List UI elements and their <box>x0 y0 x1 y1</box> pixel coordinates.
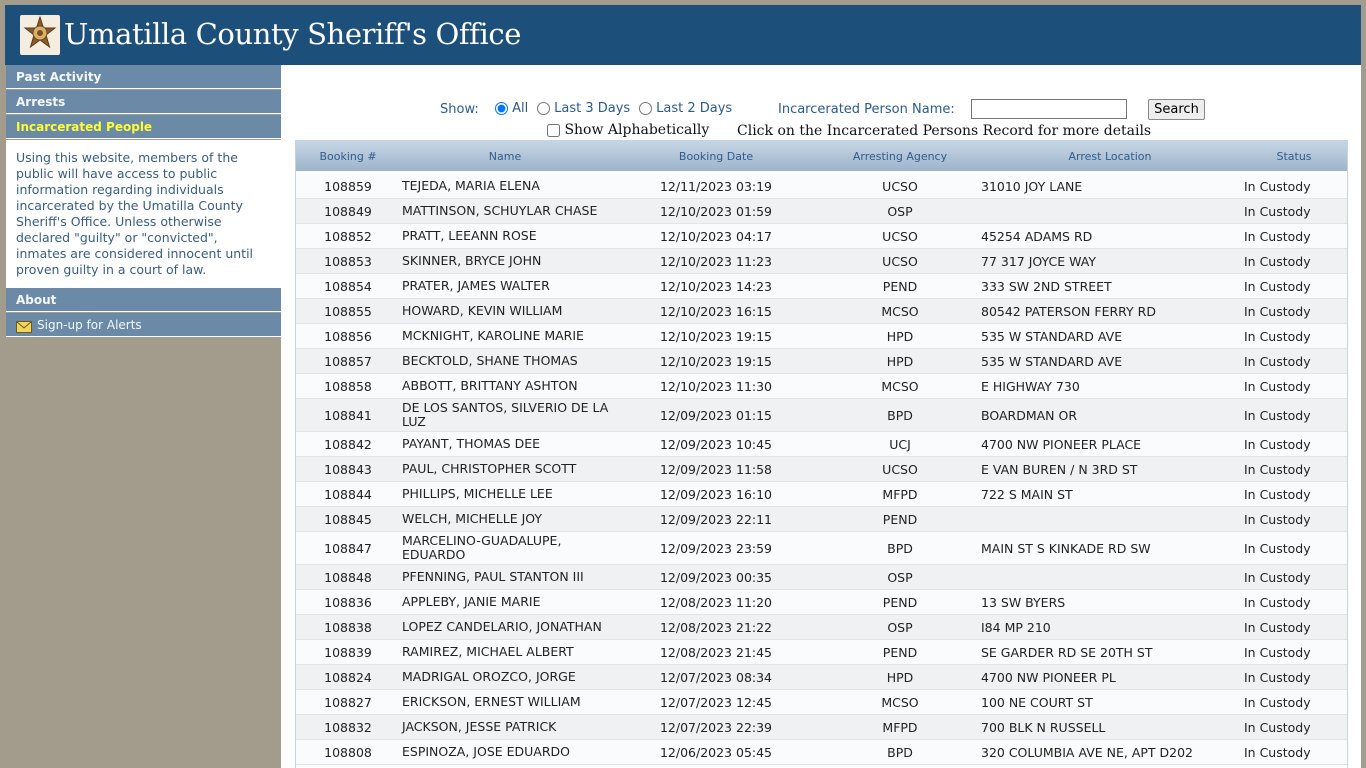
page-frame <box>5 5 1361 768</box>
cell-arresting-agency: BPD <box>887 744 913 760</box>
cell-booking-date: 12/06/2023 05:45 <box>659 744 773 760</box>
cell-booking-date: 12/07/2023 12:45 <box>659 694 773 710</box>
site-header <box>5 5 1361 65</box>
cell-inmate-name: PRATER, JAMES WALTER <box>402 278 550 293</box>
filter-label-all: All <box>512 101 529 116</box>
table-row[interactable] <box>296 274 1347 299</box>
cell-arresting-agency: MCSO <box>881 303 919 319</box>
cell-inmate-name: HOWARD, KEVIN WILLIAM <box>402 303 563 318</box>
filter-label-last-3-days: Last 3 Days <box>554 101 631 116</box>
col-status[interactable]: Status <box>1276 150 1312 163</box>
cell-inmate-name: BECKTOLD, SHANE THOMAS <box>402 353 578 368</box>
cell-custody-status: In Custody <box>1244 669 1311 685</box>
cell-booking-date: 12/09/2023 16:10 <box>659 486 773 502</box>
alphabetical-checkbox[interactable] <box>547 124 560 137</box>
cell-arrest-location <box>981 199 1231 223</box>
cell-inmate-name: TEJEDA, MARIA ELENA <box>402 178 540 193</box>
table-header <box>296 141 1347 171</box>
cell-booking-date: 12/09/2023 22:11 <box>659 511 773 527</box>
sidebar-item-past-activity[interactable]: Past Activity <box>6 65 281 89</box>
cell-arresting-agency: HPD <box>886 669 914 685</box>
cell-custody-status: In Custody <box>1244 228 1311 244</box>
cell-custody-status: In Custody <box>1244 719 1311 735</box>
sidebar-alerts-label: Sign-up for Alerts <box>37 318 142 332</box>
cell-arrest-location: 80542 PATERSON FERRY RD <box>981 303 1156 319</box>
sheriff-badge-logo <box>20 15 60 55</box>
cell-arresting-agency: UCSO <box>882 461 918 477</box>
cell-arrest-location: I84 MP 210 <box>981 619 1051 635</box>
cell-arrest-location: 320 COLUMBIA AVE NE, APT D202 <box>981 744 1194 760</box>
cell-custody-status: In Custody <box>1244 178 1311 194</box>
cell-custody-status: In Custody <box>1244 511 1311 527</box>
cell-booking-date: 12/10/2023 01:59 <box>659 203 773 219</box>
filter-radio-all[interactable] <box>495 102 508 115</box>
table-row[interactable] <box>296 590 1347 615</box>
cell-arresting-agency: UCSO <box>882 228 918 244</box>
cell-booking-date: 12/09/2023 23:59 <box>659 540 773 556</box>
cell-booking-number: 108824 <box>324 669 372 685</box>
table-row[interactable] <box>296 665 1347 690</box>
filter-option-last-3-days[interactable] <box>537 101 630 116</box>
filter-radio-last-3-days[interactable] <box>537 102 550 115</box>
cell-inmate-name: MADRIGAL OROZCO, JORGE <box>402 669 576 684</box>
cell-arresting-agency: MCSO <box>881 694 919 710</box>
cell-booking-date: 12/10/2023 16:15 <box>659 303 773 319</box>
table-row[interactable] <box>296 224 1347 249</box>
table-row[interactable] <box>296 199 1347 224</box>
cell-inmate-name: DE LOS SANTOS, SILVERIO DE LA LUZ <box>402 400 609 429</box>
table-row[interactable] <box>296 640 1347 665</box>
cell-booking-number: 108843 <box>324 461 372 477</box>
cell-arresting-agency: MFPD <box>882 486 918 502</box>
cell-arresting-agency: OSP <box>887 569 913 585</box>
cell-arresting-agency: UCSO <box>882 253 918 269</box>
cell-booking-date: 12/09/2023 00:35 <box>659 569 773 585</box>
cell-booking-date: 12/08/2023 21:22 <box>659 619 773 635</box>
table-row[interactable] <box>296 299 1347 324</box>
name-search-input[interactable] <box>971 99 1127 119</box>
cell-custody-status: In Custody <box>1244 278 1311 294</box>
cell-inmate-name: ERICKSON, ERNEST WILLIAM <box>402 694 581 709</box>
cell-booking-number: 108859 <box>324 178 372 194</box>
cell-inmate-name: RAMIREZ, MICHAEL ALBERT <box>402 644 574 659</box>
cell-arrest-location: E VAN BUREN / N 3RD ST <box>981 461 1138 477</box>
cell-inmate-name: JACKSON, JESSE PATRICK <box>402 719 557 734</box>
cell-inmate-name: PFENNING, PAUL STANTON III <box>402 569 584 584</box>
cell-arresting-agency: UCSO <box>882 178 918 194</box>
cell-booking-number: 108836 <box>324 594 372 610</box>
cell-booking-date: 12/07/2023 22:39 <box>659 719 773 735</box>
cell-arrest-location <box>981 565 1231 589</box>
cell-inmate-name: ABBOTT, BRITTANY ASHTON <box>402 378 578 393</box>
cell-booking-date: 12/08/2023 21:45 <box>659 644 773 660</box>
cell-arrest-location: 700 BLK N RUSSELL <box>981 719 1106 735</box>
cell-booking-number: 108856 <box>324 328 372 344</box>
table-row[interactable] <box>296 399 1347 432</box>
cell-booking-date: 12/09/2023 11:58 <box>659 461 773 477</box>
cell-booking-number: 108855 <box>324 303 372 319</box>
cell-booking-number: 108848 <box>324 569 372 585</box>
cell-inmate-name: PHILLIPS, MICHELLE LEE <box>402 486 553 501</box>
cell-booking-date: 12/10/2023 11:23 <box>659 253 773 269</box>
col-arrest-location[interactable]: Arrest Location <box>1068 150 1152 163</box>
main-content <box>295 65 1355 768</box>
cell-arrest-location <box>981 507 1231 531</box>
cell-booking-date: 12/07/2023 08:34 <box>659 669 773 685</box>
cell-arresting-agency: BPD <box>887 407 913 423</box>
table-row[interactable] <box>296 482 1347 507</box>
search-button[interactable]: Search <box>1148 99 1205 120</box>
table-row[interactable] <box>296 690 1347 715</box>
site-title: Umatilla County Sheriff's Office <box>64 17 521 51</box>
cell-custody-status: In Custody <box>1244 694 1311 710</box>
table-row[interactable] <box>296 349 1347 374</box>
cell-arrest-location: 535 W STANDARD AVE <box>981 328 1123 344</box>
sidebar-item-about[interactable]: About <box>6 288 281 312</box>
cell-custody-status: In Custody <box>1244 353 1311 369</box>
cell-booking-number: 108827 <box>324 694 372 710</box>
cell-booking-number: 108847 <box>324 540 372 556</box>
cell-arrest-location: 722 S MAIN ST <box>981 486 1073 502</box>
cell-custody-status: In Custody <box>1244 203 1311 219</box>
filter-label-last-2-days: Last 2 Days <box>656 101 733 116</box>
cell-arrest-location: 4700 NW PIONEER PL <box>981 669 1116 685</box>
cell-arrest-location: 45254 ADAMS RD <box>981 228 1093 244</box>
cell-arresting-agency: MFPD <box>882 719 918 735</box>
details-hint: Click on the Incarcerated Persons Record for more details <box>737 123 1152 139</box>
cell-inmate-name: PAUL, CHRISTOPHER SCOTT <box>402 461 577 476</box>
filter-option-all[interactable] <box>495 101 528 116</box>
cell-custody-status: In Custody <box>1244 436 1311 452</box>
cell-custody-status: In Custody <box>1244 594 1311 610</box>
cell-custody-status: In Custody <box>1244 461 1311 477</box>
sidebar-info-text: Using this website, members of the public will have access to public information regarding individuals incarcerated by the Umatilla County Sheriff's Office. Unless otherwise declared "guilty" or "convicted", inmates are considered innocent until proven guilty in a court of law. <box>6 140 281 288</box>
show-label: Show: <box>440 102 479 117</box>
cell-arrest-location: 31010 JOY LANE <box>981 178 1083 194</box>
cell-inmate-name: LOPEZ CANDELARIO, JONATHAN <box>402 619 602 634</box>
cell-arresting-agency: PEND <box>882 644 918 660</box>
cell-booking-number: 108841 <box>324 407 372 423</box>
cell-custody-status: In Custody <box>1244 378 1311 394</box>
cell-custody-status: In Custody <box>1244 253 1311 269</box>
cell-booking-date: 12/10/2023 11:30 <box>659 378 773 394</box>
cell-arresting-agency: HPD <box>886 353 914 369</box>
cell-arresting-agency: MCSO <box>881 378 919 394</box>
table-row[interactable] <box>296 715 1347 740</box>
table-row[interactable] <box>296 324 1347 349</box>
sidebar-item-alerts[interactable] <box>6 313 281 337</box>
cell-arrest-location: 333 SW 2ND STREET <box>981 278 1112 294</box>
col-booking[interactable]: Booking # <box>319 150 377 163</box>
cell-custody-status: In Custody <box>1244 644 1311 660</box>
alphabetical-option[interactable] <box>547 122 709 138</box>
cell-arrest-location: MAIN ST S KINKADE RD SW <box>981 540 1151 556</box>
cell-arrest-location: 13 SW BYERS <box>981 594 1066 610</box>
col-booking-date[interactable]: Booking Date <box>678 150 754 163</box>
cell-arresting-agency: PEND <box>882 278 918 294</box>
cell-booking-number: 108854 <box>324 278 372 294</box>
cell-arrest-location: 77 317 JOYCE WAY <box>981 253 1096 269</box>
cell-custody-status: In Custody <box>1244 540 1311 556</box>
table-row[interactable] <box>296 565 1347 590</box>
table-row[interactable] <box>296 457 1347 482</box>
cell-custody-status: In Custody <box>1244 569 1311 585</box>
cell-booking-date: 12/10/2023 19:15 <box>659 353 773 369</box>
cell-custody-status: In Custody <box>1244 407 1311 423</box>
cell-custody-status: In Custody <box>1244 619 1311 635</box>
cell-arrest-location: BOARDMAN OR <box>981 407 1078 423</box>
col-name[interactable]: Name <box>488 150 522 163</box>
cell-arrest-location: 535 W STANDARD AVE <box>981 353 1123 369</box>
cell-booking-date: 12/09/2023 10:45 <box>659 436 773 452</box>
cell-booking-number: 108858 <box>324 378 372 394</box>
cell-booking-number: 108832 <box>324 719 372 735</box>
cell-arresting-agency: HPD <box>886 328 914 344</box>
cell-inmate-name: PAYANT, THOMAS DEE <box>402 436 541 451</box>
table-row[interactable] <box>296 507 1347 532</box>
cell-booking-number: 108849 <box>324 203 372 219</box>
cell-arrest-location: 100 NE COURT ST <box>981 694 1093 710</box>
table-row[interactable] <box>296 374 1347 399</box>
cell-arresting-agency: OSP <box>887 203 913 219</box>
cell-booking-number: 108839 <box>324 644 372 660</box>
cell-inmate-name: WELCH, MICHELLE JOY <box>402 511 543 526</box>
cell-inmate-name: MATTINSON, SCHUYLAR CHASE <box>402 203 598 218</box>
cell-booking-number: 108845 <box>324 511 372 527</box>
table-row[interactable] <box>296 249 1347 274</box>
cell-booking-number: 108853 <box>324 253 372 269</box>
mail-icon <box>16 318 32 342</box>
sidebar-item-incarcerated-people[interactable]: Incarcerated People <box>6 115 281 139</box>
table-body <box>296 174 1347 765</box>
table-row[interactable] <box>296 532 1347 565</box>
inmates-table <box>295 140 1348 768</box>
cell-booking-date: 12/10/2023 14:23 <box>659 278 773 294</box>
cell-inmate-name: SKINNER, BRYCE JOHN <box>402 253 542 268</box>
cell-arrest-location: SE GARDER RD SE 20TH ST <box>981 644 1153 660</box>
cell-booking-number: 108857 <box>324 353 372 369</box>
cell-custody-status: In Custody <box>1244 328 1311 344</box>
cell-arrest-location: 4700 NW PIONEER PLACE <box>981 436 1142 452</box>
cell-booking-date: 12/11/2023 03:19 <box>659 178 773 194</box>
cell-custody-status: In Custody <box>1244 303 1311 319</box>
cell-custody-status: In Custody <box>1244 486 1311 502</box>
sidebar-item-arrests[interactable]: Arrests <box>6 90 281 114</box>
cell-inmate-name: PRATT, LEEANN ROSE <box>402 228 537 243</box>
cell-booking-number: 108838 <box>324 619 372 635</box>
cell-booking-date: 12/10/2023 04:17 <box>659 228 773 244</box>
cell-arresting-agency: BPD <box>887 540 913 556</box>
cell-arresting-agency: OSP <box>887 619 913 635</box>
col-arresting-agency[interactable]: Arresting Agency <box>852 150 948 163</box>
cell-arresting-agency: UCJ <box>889 436 911 452</box>
table-row[interactable] <box>296 740 1347 765</box>
cell-inmate-name: MARCELINO-GUADALUPE, EDUARDO <box>402 533 562 562</box>
cell-arresting-agency: PEND <box>882 511 918 527</box>
name-search-label: Incarcerated Person Name: <box>778 102 955 117</box>
alphabetical-label: Show Alphabetically <box>564 122 710 138</box>
table-row[interactable] <box>296 615 1347 640</box>
cell-arresting-agency: PEND <box>882 594 918 610</box>
sidebar <box>5 65 281 768</box>
table-row[interactable] <box>296 432 1347 457</box>
cell-custody-status: In Custody <box>1244 744 1311 760</box>
cell-inmate-name: APPLEBY, JANIE MARIE <box>402 594 541 609</box>
cell-booking-number: 108844 <box>324 486 372 502</box>
cell-booking-date: 12/10/2023 19:15 <box>659 328 773 344</box>
filter-radio-last-2-days[interactable] <box>639 102 652 115</box>
cell-booking-date: 12/09/2023 01:15 <box>659 407 773 423</box>
cell-booking-number: 108808 <box>324 744 372 760</box>
cell-inmate-name: MCKNIGHT, KAROLINE MARIE <box>402 328 584 343</box>
cell-booking-number: 108842 <box>324 436 372 452</box>
filter-option-last-2-days[interactable] <box>639 101 732 116</box>
cell-booking-date: 12/08/2023 11:20 <box>659 594 773 610</box>
cell-booking-number: 108852 <box>324 228 372 244</box>
cell-inmate-name: ESPINOZA, JOSE EDUARDO <box>402 744 571 759</box>
table-row[interactable] <box>296 174 1347 199</box>
cell-arrest-location: E HIGHWAY 730 <box>981 378 1080 394</box>
